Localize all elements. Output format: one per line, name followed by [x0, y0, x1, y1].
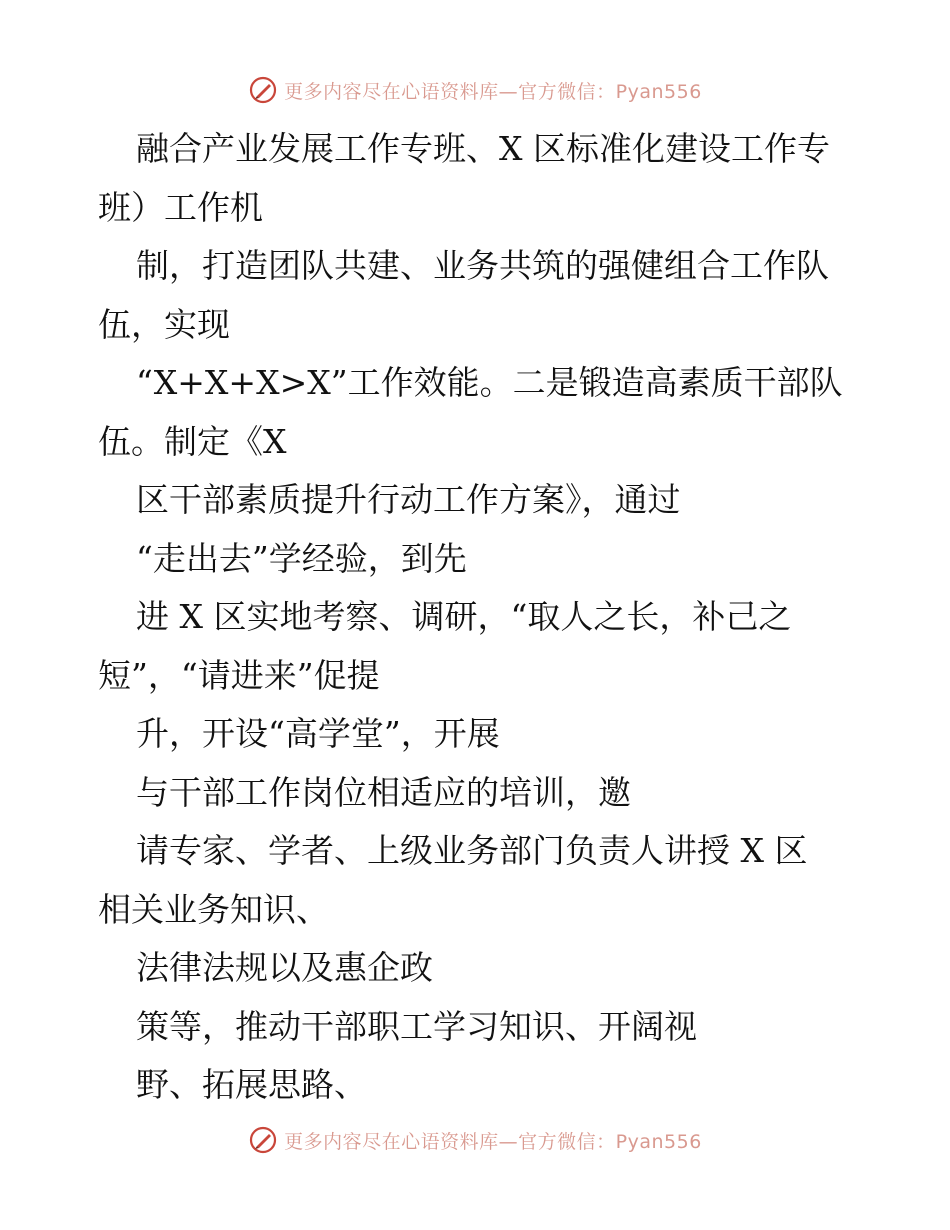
footer-text: 更多内容尽在心语资料库—官方微信：Pyan556	[284, 1130, 702, 1153]
pen-circle-logo-icon	[248, 75, 278, 105]
body-line: 相关业务知识、	[98, 889, 329, 929]
body-line: 请专家、学者、上级业务部门负责人讲授 X 区	[136, 831, 808, 870]
header-text: 更多内容尽在心语资料库—官方微信：Pyan556	[284, 80, 702, 103]
body-line: 伍，实现	[98, 304, 230, 344]
body-line: 与干部工作岗位相适应的培训，邀	[136, 772, 631, 812]
body-line: 班）工作机	[98, 187, 263, 227]
footer-banner	[0, 1120, 950, 1160]
body-line: 进 X 区实地考察、调研，“取人之长，补己之	[136, 597, 792, 636]
body-line: 升，开设“高学堂”，开展	[136, 714, 500, 753]
body-line: 制，打造团队共建、业务共筑的强健组合工作队	[136, 246, 829, 285]
pen-circle-logo-icon	[248, 1125, 278, 1155]
body-line: “X+X+X>X”工作效能。二是锻造高素质干部队	[136, 363, 843, 402]
body-line: 野、拓展思路、	[136, 1065, 367, 1104]
body-line: “走出去”学经验，到先	[136, 538, 467, 578]
body-line: 策等，推动干部职工学习知识、开阔视	[136, 1006, 697, 1046]
body-line: 融合产业发展工作专班、X 区标准化建设工作专	[136, 129, 830, 168]
body-line: 短”，“请进来”促提	[98, 655, 380, 695]
document-body	[98, 120, 898, 1115]
body-line: 法律法规以及惠企政	[136, 948, 433, 987]
header-banner	[0, 70, 950, 110]
body-line: 区干部素质提升行动工作方案》，通过	[136, 480, 681, 519]
body-line: 伍。制定《X	[98, 421, 287, 461]
